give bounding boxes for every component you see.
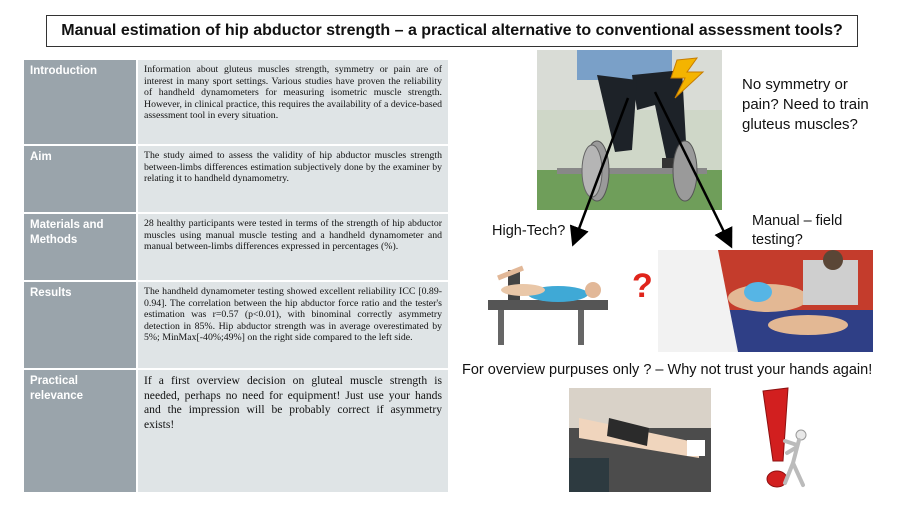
symmetry-question: No symmetry or pain? Need to train gluteus muscles? — [742, 76, 869, 133]
section-heading: Results — [24, 282, 136, 368]
section-heading: Introduction — [24, 60, 136, 144]
section-text: Information about gluteus muscles strength, symmetry or pain are of interest in many sport settings. Various studies have proven the reliability of handheld dynamometers for measuring isometric muscle strength. However, in clinical practice, this requires the availability of a device-based assessment tool in every situation. — [138, 60, 448, 144]
exclamation-figure-image — [733, 383, 823, 495]
manual-label: Manual – field testing? — [752, 213, 843, 248]
leg-photo — [569, 388, 711, 492]
arrow-to-manual — [655, 92, 730, 244]
overview-text: For overview purpuses only ? – Why not trust your hands again! — [462, 362, 873, 378]
section-heading: Materials and Methods — [24, 214, 136, 280]
section-text: The study aimed to assess the validity of hip abductor muscles strength between-limbs differences estimation subjectively done by the examiner by relating it to handheld dynamometry. — [138, 146, 448, 212]
section-heading: Practical relevance — [24, 370, 136, 492]
section-text: 28 healthy participants were tested in terms of the strength of hip abductor muscles using manual muscle testing and a handheld dynamometer and manual between-limbs differences expressed in percentages (%). — [138, 214, 448, 280]
red-question-mark: ? — [632, 267, 653, 305]
arrow-to-hightech — [574, 98, 628, 242]
section-heading: Aim — [24, 146, 136, 212]
poster-title: Manual estimation of hip abductor strength – a practical alternative to conventional assessment tools? — [46, 15, 858, 47]
hightech-label: High-Tech? — [492, 223, 566, 239]
dynamometer-photo — [468, 250, 628, 350]
manual-testing-photo — [658, 250, 873, 352]
section-text: If a first overview decision on gluteal muscle strength is needed, perhaps no need for equipment! Just use your hands and the impression will be probably correct if asymmetry exists! — [138, 370, 448, 492]
section-text: The handheld dynamometer testing showed excellent reliability ICC [0.89-0.94]. The correlation between the hip abductor force ratio and the tester's estimation was r=0.57 (p<0.01), with binominal correctly asymmetry detection in 85%. Hip abductor strength was in average overestimated by 5%; MinMax[-40%;49%] on the right side compared to the left side. — [138, 282, 448, 368]
